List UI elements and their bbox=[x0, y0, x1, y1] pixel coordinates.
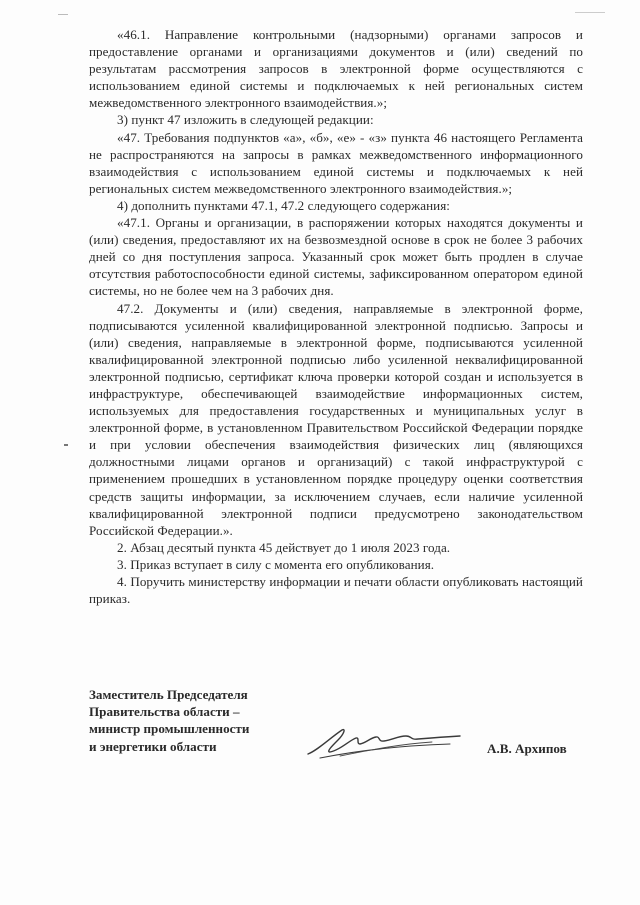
signatory-title-line: Заместитель Председателя bbox=[89, 687, 248, 702]
scan-speck bbox=[64, 444, 68, 446]
signatory-title-line: и энергетики области bbox=[89, 738, 217, 754]
handwritten-signature bbox=[300, 722, 470, 762]
signatory-title-line: министр промышленности bbox=[89, 721, 250, 737]
paragraph-item-4: 4) дополнить пунктами 47.1, 47.2 следующего содержания: bbox=[117, 197, 450, 213]
paragraph-clause-4: 4. Поручить министерству информации и печати области опубликовать настоящий приказ. bbox=[89, 574, 583, 607]
paragraph-clause-2: 2. Абзац десятый пункта 45 действует до 1 июля 2023 года. bbox=[117, 539, 451, 555]
scan-speck bbox=[58, 14, 68, 15]
signatory-title-line: Правительства области – bbox=[89, 704, 240, 720]
paragraph-46-1: «46.1. Направление контрольными (надзорными) органами запросов и предоставление органами и организациями документов и (или) сведений по результатам рассмотрения запросов в электронной форме осуществляются с использованием единой системы и подключаемых к ней региональных систем межведомственного электронного взаимодействия.»; bbox=[89, 27, 583, 111]
paragraph-47-2: 47.2. Документы и (или) сведения, направляемые в электронной форме, подписываются усиленной квалифицированной электронной подписью. Запросы и (или) сведения, направляемые в электронной форме, подписываются усиленной квалифицированной электронной подписью либо усиленной неквалифицированной электронной подписью, сертификат ключа проверки которой создан и используется в инфраструктуре, обеспечивающей взаимодействие информационных систем, используемых для предоставления государственных и муниципальных услуг в электронной форме, в установленном Правительством Российской Федерации порядке и при условии обеспечения взаимодействия физических лиц (являющихся должностными лицами органов и организаций) с такой инфраструктурой с применением прошедших в установленном порядке процедуру оценки соответствия средств защиты информации, за исключением случаев, если наличие усиленной квалифицированной электронной подписи предусмотрено законодательством Российской Федерации.». bbox=[89, 300, 583, 538]
document-body bbox=[89, 26, 583, 607]
paragraph-item-3: 3) пункт 47 изложить в следующей редакции: bbox=[117, 112, 374, 128]
paragraph-clause-3: 3. Приказ вступает в силу с момента его опубликования. bbox=[117, 556, 435, 572]
signatory-name: А.В. Архипов bbox=[487, 741, 567, 756]
scan-speck bbox=[575, 12, 605, 13]
paragraph-47: «47. Требования подпунктов «а», «б», «е» - «з» пункта 46 настоящего Регламента не распространяются на запросы в рамках межведомственного информационного взаимодействия с использованием единой системы и подключаемых к ней региональных систем межведомственного электронного взаимодействия.»; bbox=[89, 129, 583, 196]
paragraph-47-1: «47.1. Органы и организации, в распоряжении которых находятся документы и (или) сведения, предоставляют их на безвозмездной основе в срок не более 3 рабочих дней со дня поступления запроса. Указанный срок может быть продлен в случае отсутствия работоспособности единой системы, зафиксированном оператором единой системы, но не более чем на 3 рабочих дня. bbox=[89, 215, 583, 299]
signatory-title bbox=[89, 686, 289, 755]
